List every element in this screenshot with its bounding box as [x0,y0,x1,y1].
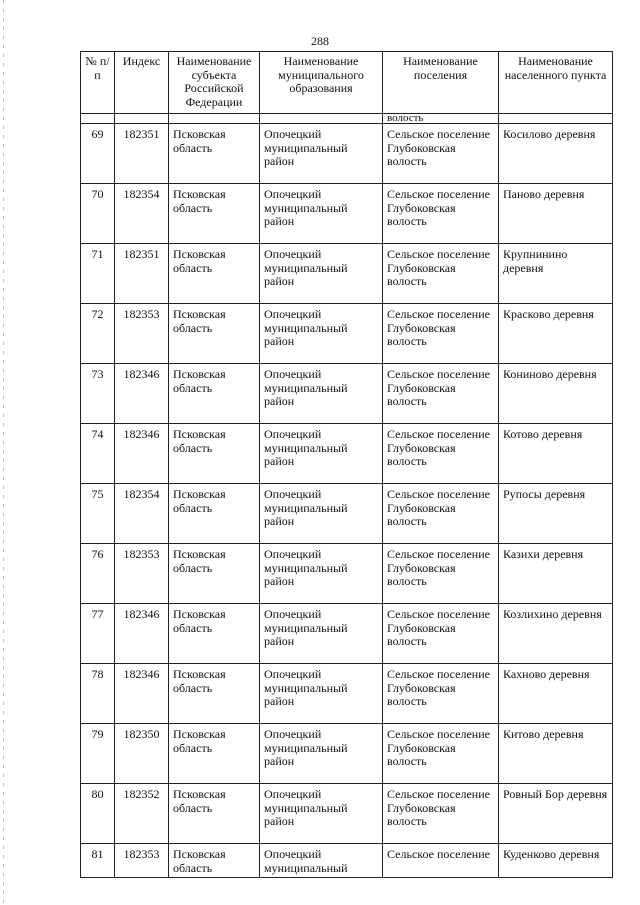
postal-index [115,484,169,544]
table-cell [115,114,169,124]
row-number [81,424,115,484]
postal-index [115,184,169,244]
locality-name [499,424,613,484]
settlement-name [383,124,499,184]
postal-index-text: 182350 [123,727,160,741]
locality-name [499,124,613,184]
locality-name-text: Китово деревня [503,727,584,741]
settlement-name [383,604,499,664]
settlement-name-text: Сельское поселение Глубоковская волость [387,127,490,168]
postal-index-text: 182346 [123,367,160,381]
page-number: 288 [311,34,329,48]
municipal-name-text: Опочецкий муниципальный район [264,667,348,708]
settlement-name-text: Сельское поселение Глубоковская волость [387,667,490,708]
settlement-name [383,484,499,544]
locality-name [499,244,613,304]
row-number-text: 75 [91,487,104,501]
row-number [81,724,115,784]
postal-index [115,724,169,784]
postal-index [115,784,169,844]
postal-index-text: 182346 [123,607,160,621]
table-row [81,364,613,424]
row-number [81,484,115,544]
row-number-text: 78 [91,667,104,681]
municipal-name [260,304,383,364]
postal-index [115,664,169,724]
municipal-name-text: Опочецкий муниципальный район [264,247,348,288]
row-number [81,244,115,304]
postal-index-text: 182346 [123,667,160,681]
subject-name-text: Псковская область [173,848,226,875]
table-cell [499,114,613,124]
settlement-name [383,184,499,244]
settlement-name [383,424,499,484]
locality-name-text: Кониново деревня [503,367,597,381]
postal-index-text: 182354 [123,187,160,201]
postal-index [115,124,169,184]
subject-name [169,664,260,724]
header-num: № п/п [81,52,115,114]
row-number-text: 72 [91,307,104,321]
postal-index-text: 182351 [123,127,160,141]
table-row [81,724,613,784]
locality-name [499,544,613,604]
postal-index-text: 182351 [123,247,160,261]
row-number-text: 77 [91,607,104,621]
settlement-name-text: Сельское поселение Глубоковская волость [387,547,490,588]
header-subject: Наименование субъекта Российской Федерации [169,52,260,114]
subject-name [169,244,260,304]
municipal-name [260,244,383,304]
settlement-name-text: Сельское поселение Глубоковская волость [387,607,490,648]
subject-name-text: Псковская область [173,787,226,815]
row-number [81,124,115,184]
settlement-name [383,364,499,424]
row-number-text: 81 [91,848,104,861]
locality-name [499,484,613,544]
scan-edge-artifact [3,0,4,905]
postal-index-text: 182353 [123,547,160,561]
settlement-name-text: Сельское поселение Глубоковская волость [387,787,490,828]
header-municipal: Наименование муниципального образования [260,52,383,114]
header-locality: Наименование населенного пункта [499,52,613,114]
settlement-name [383,724,499,784]
subject-name-text: Псковская область [173,727,226,755]
municipal-name-text: Опочецкий муниципальный район [264,307,348,348]
municipal-name [260,544,383,604]
table-cell [169,114,260,124]
municipal-name-text: Опочецкий муниципальный район [264,727,348,768]
row-number [81,784,115,844]
subject-name [169,844,260,878]
postal-index-text: 182354 [123,487,160,501]
settlement-name [383,664,499,724]
settlement-name-text: Сельское поселение Глубоковская волость [387,427,490,468]
row-number [81,544,115,604]
postal-index [115,424,169,484]
table-row [81,484,613,544]
table-cell [81,114,115,124]
subject-name [169,124,260,184]
table-row [81,844,613,878]
locality-name [499,184,613,244]
postal-index [115,844,169,878]
table-header-row [81,52,613,114]
locality-name-text: Кахново деревня [503,667,590,681]
header-index: Индекс [115,52,169,114]
municipal-name [260,604,383,664]
row-number [81,604,115,664]
subject-name [169,724,260,784]
locality-name [499,844,613,878]
subject-name-text: Псковская область [173,487,226,515]
table-row [81,304,613,364]
row-number-text: 70 [91,187,104,201]
subject-name [169,184,260,244]
row-number [81,304,115,364]
postal-index-text: 182346 [123,427,160,441]
row-number-text: 73 [91,367,104,381]
subject-name [169,424,260,484]
subject-name-text: Псковская область [173,187,226,215]
row-number-text: 79 [91,727,104,741]
municipal-name-text: Опочецкий муниципальный район [264,367,348,408]
continuation-row [81,114,613,124]
locality-name [499,304,613,364]
postal-index [115,544,169,604]
municipal-name-text: Опочецкий муниципальный район [264,127,348,168]
subject-name-text: Псковская область [173,127,226,155]
settlement-name-text: Сельское поселение [387,848,490,861]
subject-name [169,484,260,544]
row-number-text: 71 [91,247,104,261]
municipal-name-text: Опочецкий муниципальный район [264,607,348,648]
postal-index-text: 182353 [123,848,160,861]
subject-name [169,544,260,604]
postal-index [115,364,169,424]
locality-name-text: Куденково деревня [503,848,600,861]
municipal-name-text: Опочецкий муниципальный район [264,187,348,228]
locality-name [499,604,613,664]
locality-name [499,784,613,844]
settlement-name [383,304,499,364]
municipal-name-text: Опочецкий муниципальный район [264,427,348,468]
municipal-name-text: Опочецкий муниципальный район [264,487,348,528]
subject-name-text: Псковская область [173,667,226,695]
table-row [81,664,613,724]
table-row [81,244,613,304]
table-row [81,604,613,664]
municipal-name [260,124,383,184]
locality-name-text: Ровный Бор деревня [503,787,608,801]
subject-name [169,784,260,844]
municipal-name [260,484,383,544]
row-number-text: 80 [91,787,104,801]
locality-name-text: Косилово деревня [503,127,596,141]
locality-name-text: Котово деревня [503,427,583,441]
locality-name-text: Казихи деревня [503,547,584,561]
locality-name-text: Козлихино деревня [503,607,602,621]
municipal-name-text: Опочецкий муниципальный район [264,547,348,588]
subject-name-text: Псковская область [173,547,226,575]
locality-name [499,364,613,424]
settlement-name [383,844,499,878]
municipal-name [260,844,383,878]
postal-index [115,244,169,304]
municipal-name [260,364,383,424]
settlement-name [383,544,499,604]
subject-name-text: Псковская область [173,607,226,635]
row-number-text: 74 [91,427,104,441]
subject-name-text: Псковская область [173,247,226,275]
settlement-name-text: Сельское поселение Глубоковская волость [387,307,490,348]
locality-name-text: Крупнинино деревня [503,247,568,275]
subject-name [169,604,260,664]
table-row [81,124,613,184]
postal-index [115,604,169,664]
postal-index-text: 182352 [123,787,160,801]
table-cell [260,114,383,124]
row-number [81,844,115,878]
locality-name-text: Красково деревня [503,307,594,321]
table-row [81,424,613,484]
municipal-name-text: Опочецкий муниципальный район [264,787,348,828]
settlement-name [383,244,499,304]
municipal-name [260,784,383,844]
row-number-text: 76 [91,547,104,561]
table-row [81,784,613,844]
settlements-table [80,51,613,878]
subject-name-text: Псковская область [173,307,226,335]
municipal-name [260,664,383,724]
settlement-name-text: Сельское поселение Глубоковская волость [387,187,490,228]
locality-name [499,664,613,724]
locality-name [499,724,613,784]
postal-index-text: 182353 [123,307,160,321]
subject-name-text: Псковская область [173,367,226,395]
municipal-name-text: Опочецкий муниципальный [264,848,348,875]
subject-name-text: Псковская область [173,427,226,455]
municipal-name [260,184,383,244]
row-number [81,184,115,244]
locality-name-text: Рупосы деревня [503,487,586,501]
settlement-name [383,784,499,844]
postal-index [115,304,169,364]
settlement-name-text: Сельское поселение Глубоковская волость [387,727,490,768]
municipal-name [260,424,383,484]
municipal-name [260,724,383,784]
subject-name [169,364,260,424]
table-row [81,544,613,604]
row-number-text: 69 [91,127,104,141]
settlement-name-text: Сельское поселение Глубоковская волость [387,487,490,528]
subject-name [169,304,260,364]
row-number [81,364,115,424]
header-settlement: Наименование поселения [383,52,499,114]
settlement-name-text: Сельское поселение Глубоковская волость [387,247,490,288]
row-number [81,664,115,724]
table-row [81,184,613,244]
locality-name-text: Паново деревня [503,187,585,201]
settlement-name-text: Сельское поселение Глубоковская волость [387,367,490,408]
continuation-settlement: волость [383,114,499,124]
